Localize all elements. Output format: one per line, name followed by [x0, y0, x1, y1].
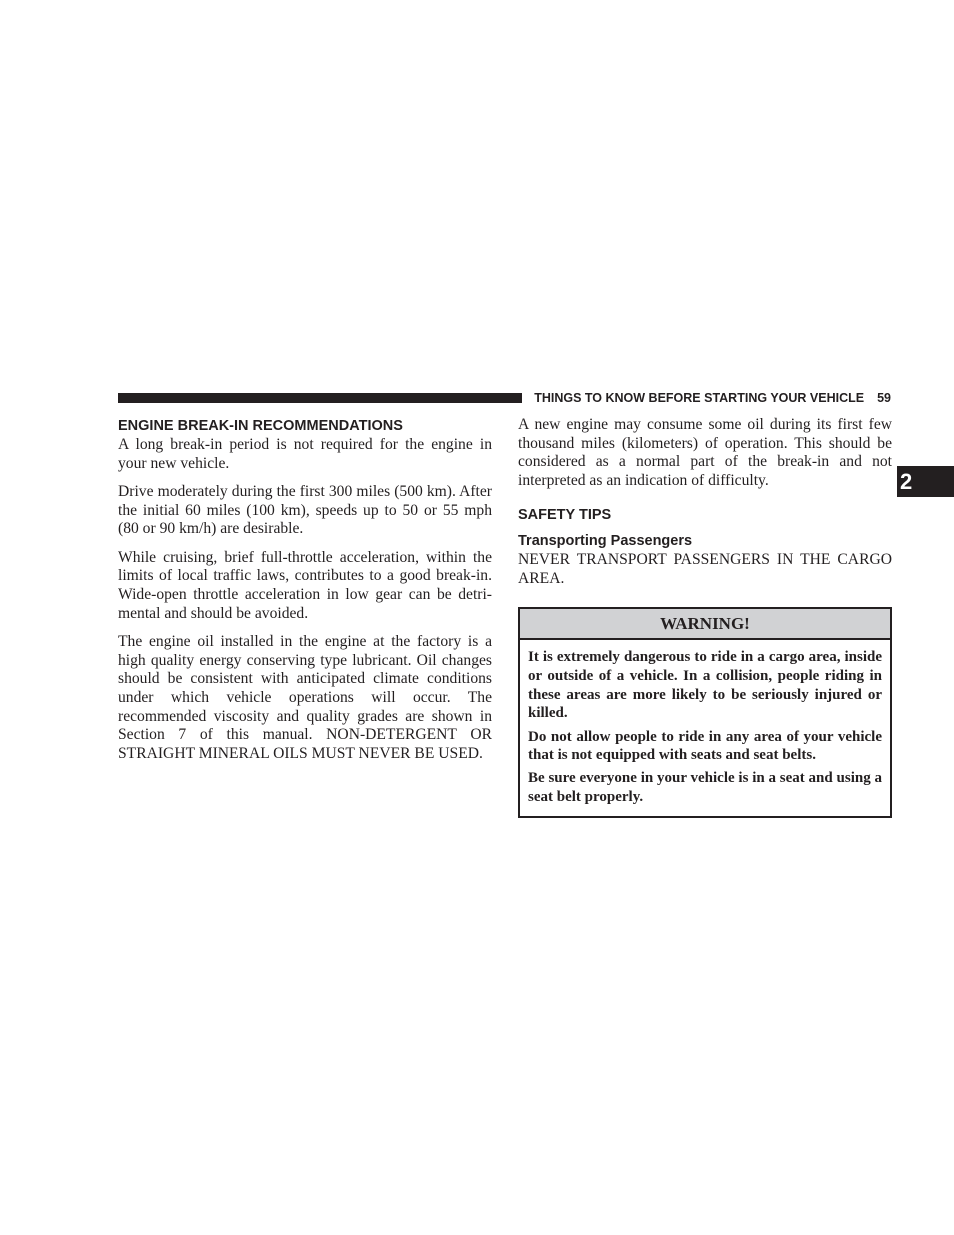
warning-paragraph: It is extremely dangerous to ride in a cargo area, inside or outside of a vehicle. In a collision, people riding in these areas are more likely to be seriously injured or killed.: [528, 649, 882, 722]
paragraph-oil-consumption: A new engine may consume some oil during its first few thousand miles (kilometers) of operation. This should be considered as a normal part of the break-in and not interpreted as an indication of difficulty.: [518, 416, 892, 490]
paragraph: The engine oil installed in the engine at the factory is a high quality energy conserving type lubricant. Oil changes should be consistent with anticipated climate conditions under which vehicle operations will occur. The recommended viscosity and quality grades are shown in Section 7 of this manual. NON-DETERGENT OR STRAIGHT MINERAL OILS MUST NEVER BE USED.: [118, 632, 492, 763]
left-column: [118, 416, 492, 764]
warning-title: WARNING!: [520, 609, 890, 640]
paragraph: While cruising, brief full-throttle acceleration, within the limits of local traffic laws, contributes to a good break-in. Wide-open throttle acceleration in low gear can be detri-mental and should be avoided.: [118, 548, 492, 622]
paragraph-cargo-area: NEVER TRANSPORT PASSENGERS IN THE CARGO AREA.: [518, 550, 892, 587]
header-rule: [118, 393, 522, 403]
section-tab: 2: [897, 466, 954, 497]
subheading-transporting-passengers: Transporting Passengers: [518, 532, 693, 549]
paragraph: Drive moderately during the first 300 miles (500 km). After the initial 60 miles (100 km), speeds up to 50 or 55 mph (80 or 90 km/h) are desirable.: [118, 482, 492, 538]
warning-body: [520, 640, 890, 816]
section-heading-engine-break-in: ENGINE BREAK-IN RECOMMENDATIONS: [118, 418, 403, 434]
paragraph: A long break-in period is not required for the engine in your new vehicle.: [118, 436, 492, 472]
running-header: [533, 389, 891, 407]
page-number: 59: [877, 391, 891, 405]
warning-paragraph: Be sure everyone in your vehicle is in a seat and using a seat belt properly.: [528, 770, 882, 806]
chapter-title: THINGS TO KNOW BEFORE STARTING YOUR VEHICLE: [534, 391, 865, 405]
warning-box: [518, 607, 892, 818]
section-heading-safety-tips: SAFETY TIPS: [518, 506, 612, 523]
right-column: [518, 416, 892, 818]
warning-paragraph: Do not allow people to ride in any area of your vehicle that is not equipped with seats and seat belts.: [528, 728, 882, 764]
